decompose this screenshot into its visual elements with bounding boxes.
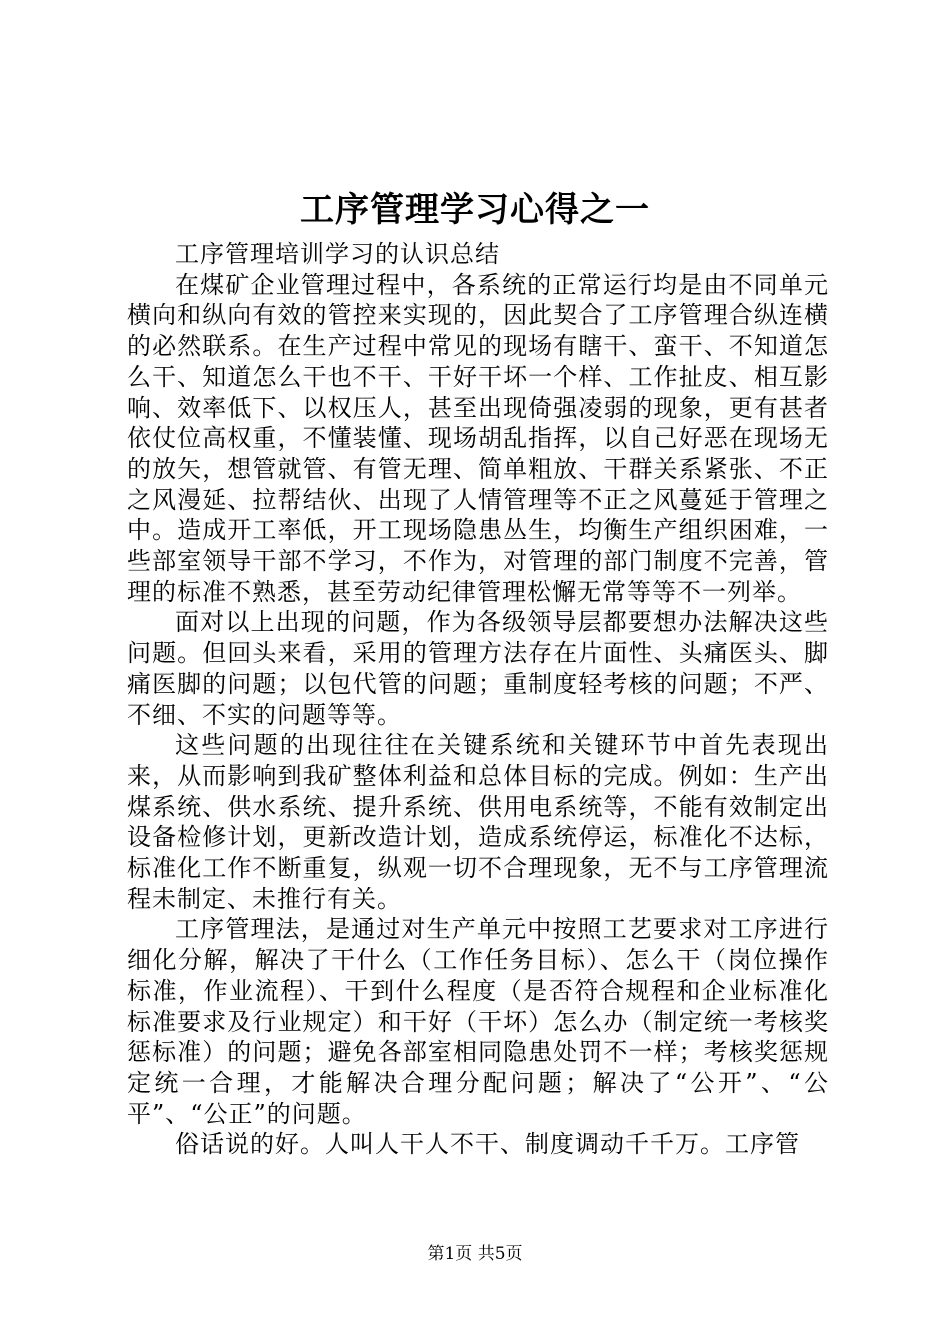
paragraph-5: 俗话说的好。人叫人干人不干、制度调动千千万。工序管 — [175, 1130, 800, 1159]
paragraph-4: 工序管理法，是通过对生产单元中按照工艺要求对工序进行细化分解，解决了干什么（工作任务目标）、怎么干（岗位操作标准，作业流程）、干到什么程度（是否符合规程和企业标准化标准要求及行业规定）和干好（干坏）怎么办（制定统一考核奖惩标准）的问题；避免各部室相同隐患处罚不一样；考核奖惩规定统一合理，才能解决合理分配问题；解决了“公开”、“公平”、“公正”的问题。 — [127, 915, 829, 1128]
document-body — [127, 239, 829, 1160]
page-number-footer: 第1页 共5页 — [427, 1244, 523, 1264]
paragraph-1: 在煤矿企业管理过程中，各系统的正常运行均是由不同单元横向和纵向有效的管控来实现的，因此契合了工序管理合纵连横的必然联系。在生产过程中常见的现场有瞎干、蛮干、不知道怎么干、知道怎么干也不干、干好干坏一个样、工作扯皮、相互影响、效率低下、以权压人，甚至出现倚强凌弱的现象，更有甚者依仗位高权重，不懂装懂、现场胡乱指挥，以自己好恶在现场无的放矢，想管就管、有管无理、简单粗放、干群关系紧张、不正之风漫延、拉帮结伙、出现了人情管理等不正之风蔓延于管理之中。造成开工率低，开工现场隐患丛生，均衡生产组织困难，一些部室领导干部不学习，不作为，对管理的部门制度不完善，管理的标准不熟悉，甚至劳动纪律管理松懈无常等等不一列举。 — [127, 270, 829, 606]
paragraph-3: 这些问题的出现往往在关键系统和关键环节中首先表现出来，从而影响到我矿整体利益和总体目标的完成。例如：生产出煤系统、供水系统、提升系统、供用电系统等，不能有效制定出设备检修计划，更新改造计划，造成系统停运，标准化不达标，标准化工作不断重复，纵观一切不合理现象，无不与工序管理流程未制定、未推行有关。 — [127, 731, 829, 913]
paragraph-subtitle: 工序管理培训学习的认识总结 — [175, 240, 500, 268]
paragraph-2: 面对以上出现的问题，作为各级领导层都要想办法解决这些问题。但回头来看，采用的管理方法存在片面性、头痛医头、脚痛医脚的问题；以包代管的问题；重制度轻考核的问题；不严、不细、不实的问题等等。 — [127, 608, 829, 729]
document-title: 工序管理学习心得之一 — [300, 190, 650, 230]
